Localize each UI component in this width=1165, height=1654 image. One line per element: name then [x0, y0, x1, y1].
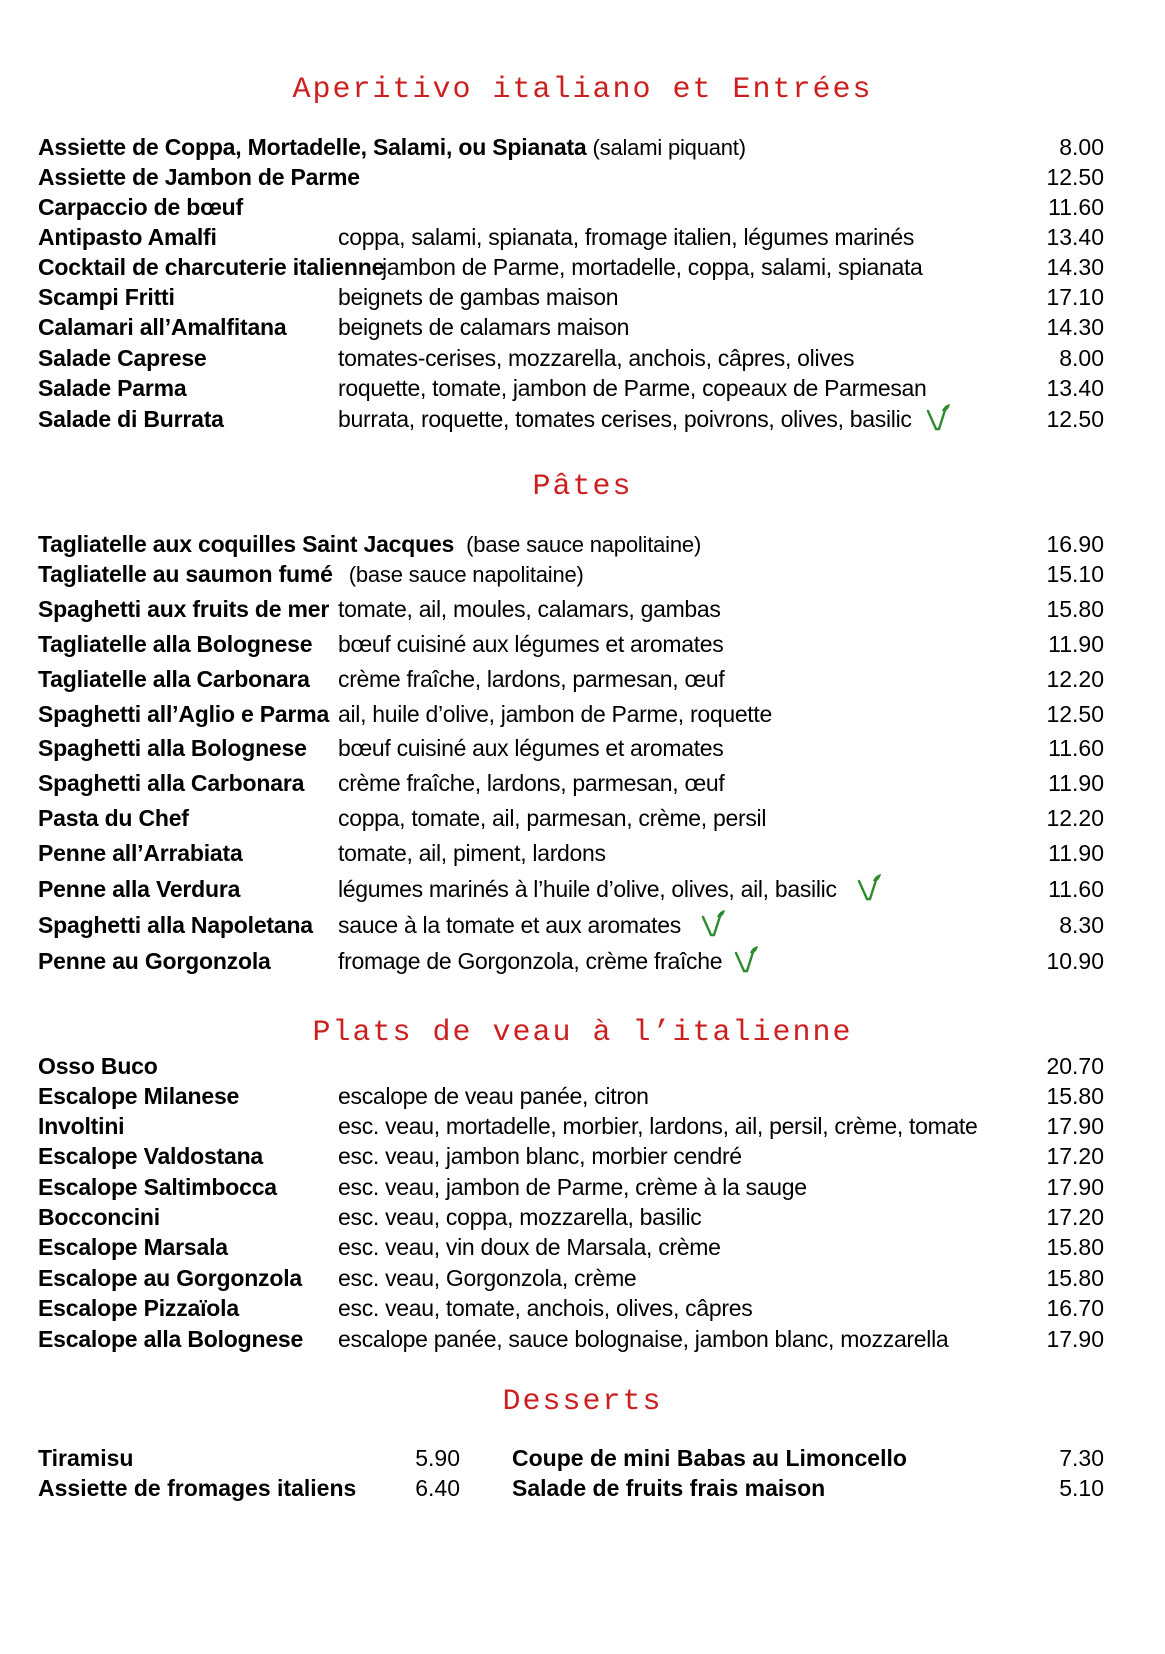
item-name: Escalope au Gorgonzola: [38, 1265, 302, 1291]
menu-item: [38, 192, 1104, 222]
item-name: Coupe de mini Babas au Limoncello: [512, 1445, 907, 1471]
item-price: 11.90: [1048, 770, 1104, 796]
item-name: Spaghetti all’Aglio e Parma: [38, 701, 330, 727]
item-name: Spaghetti aux fruits de mer: [38, 596, 330, 622]
menu-item: [38, 768, 1104, 798]
item-price: 7.30: [1059, 1445, 1104, 1471]
dessert-item: [38, 1473, 460, 1503]
item-price: 20.70: [1046, 1053, 1104, 1079]
item-price: 16.70: [1046, 1295, 1104, 1321]
item-price: 13.40: [1046, 224, 1104, 250]
menu-item: [38, 252, 1104, 282]
item-description: bœuf cuisiné aux légumes et aromates: [338, 735, 724, 761]
item-description: beignets de calamars maison: [338, 314, 630, 340]
item-name: Escalope Pizzaïola: [38, 1295, 239, 1321]
item-name: Tiramisu: [38, 1445, 134, 1471]
item-note: (base sauce napolitaine): [466, 532, 702, 557]
item-price: 11.60: [1048, 194, 1104, 220]
item-price: 8.30: [1059, 912, 1104, 938]
item-name: Escalope Valdostana: [38, 1143, 264, 1169]
item-price: 11.90: [1048, 840, 1104, 866]
item-name: Escalope Saltimbocca: [38, 1174, 277, 1200]
item-name: Salade di Burrata: [38, 406, 224, 432]
menu-item: [38, 1324, 1104, 1354]
menu-item: [38, 312, 1104, 342]
menu-item: [38, 594, 1104, 624]
item-name: Spaghetti alla Napoletana: [38, 912, 313, 938]
item-name: Penne all’Arrabiata: [38, 840, 243, 866]
section-title-veau: Plats de veau à l’italienne: [312, 1016, 853, 1050]
item-name: Carpaccio de bœuf: [38, 194, 243, 220]
item-price: 17.10: [1046, 284, 1104, 310]
section-title-pates: Pâtes: [532, 470, 633, 504]
item-price: 17.20: [1046, 1143, 1104, 1169]
item-description: tomates-cerises, mozzarella, anchois, câpres, olives: [338, 345, 855, 371]
item-price: 15.10: [1046, 561, 1104, 587]
item-name: Assiette de Coppa, Mortadelle, Salami, ou Spianata: [38, 134, 587, 160]
dessert-item: [38, 1443, 460, 1473]
menu-item: [38, 1051, 1104, 1081]
item-name: Spaghetti alla Carbonara: [38, 770, 305, 796]
leaf-v-icon: [701, 909, 725, 937]
menu-item: [38, 946, 1104, 976]
item-price: 16.90: [1046, 531, 1104, 557]
menu-item: [38, 1293, 1104, 1323]
item-price: 12.50: [1046, 406, 1104, 432]
item-name: Tagliatelle alla Bolognese: [38, 631, 313, 657]
item-name: Scampi Fritti: [38, 284, 175, 310]
menu-item: [38, 529, 1104, 559]
menu-item: [38, 373, 1104, 403]
item-name: Antipasto Amalfi: [38, 224, 217, 250]
menu-item: [38, 1263, 1104, 1293]
item-name: Penne au Gorgonzola: [38, 948, 271, 974]
item-price: 17.90: [1046, 1326, 1104, 1352]
item-description: escalope de veau panée, citron: [338, 1083, 649, 1109]
item-description: esc. veau, coppa, mozzarella, basilic: [338, 1204, 702, 1230]
item-description: fromage de Gorgonzola, crème fraîche: [338, 948, 723, 974]
item-description: esc. veau, mortadelle, morbier, lardons, ail, persil, crème, tomate: [338, 1113, 978, 1139]
leaf-v-icon: [926, 403, 950, 431]
menu-item: [38, 1172, 1104, 1202]
item-description: coppa, tomate, ail, parmesan, crème, persil: [338, 805, 767, 831]
item-price: 15.80: [1046, 1234, 1104, 1260]
item-price: 12.50: [1046, 164, 1104, 190]
menu-item: [38, 222, 1104, 252]
item-name: Involtini: [38, 1113, 125, 1139]
item-description: esc. veau, jambon blanc, morbier cendré: [338, 1143, 742, 1169]
menu-item: [38, 162, 1104, 192]
item-price: 13.40: [1046, 375, 1104, 401]
item-description: escalope panée, sauce bolognaise, jambon blanc, mozzarella: [338, 1326, 949, 1352]
item-note: (base sauce napolitaine): [348, 562, 584, 587]
menu-item: [38, 1141, 1104, 1171]
item-price: 11.90: [1048, 631, 1104, 657]
item-price: 8.00: [1059, 134, 1104, 160]
menu-item: [38, 803, 1104, 833]
menu-item: [38, 838, 1104, 868]
menu-item: [38, 132, 1104, 162]
item-name: Bocconcini: [38, 1204, 160, 1230]
item-price: 17.90: [1046, 1113, 1104, 1139]
menu-item: [38, 404, 1104, 434]
item-name: Escalope alla Bolognese: [38, 1326, 304, 1352]
item-price: 14.30: [1046, 314, 1104, 340]
item-description: jambon de Parme, mortadelle, coppa, salami, spianata: [382, 254, 923, 280]
menu-item: [38, 874, 1104, 904]
item-description: esc. veau, tomate, anchois, olives, câpres: [338, 1295, 753, 1321]
item-description: légumes marinés à l’huile d’olive, olives, ail, basilic: [338, 876, 837, 902]
item-name: Escalope Milanese: [38, 1083, 240, 1109]
item-name: Salade Caprese: [38, 345, 207, 371]
dessert-item: [512, 1473, 1104, 1503]
item-name: Spaghetti alla Bolognese: [38, 735, 307, 761]
item-description: crème fraîche, lardons, parmesan, œuf: [338, 666, 725, 692]
menu-item: [38, 1232, 1104, 1262]
dessert-item: [512, 1443, 1104, 1473]
item-price: 15.80: [1046, 596, 1104, 622]
menu-item: [38, 1202, 1104, 1232]
item-price: 10.90: [1046, 948, 1104, 974]
menu-item: [38, 664, 1104, 694]
item-price: 15.80: [1046, 1083, 1104, 1109]
item-name: Salade de fruits frais maison: [512, 1475, 826, 1501]
item-name: Tagliatelle alla Carbonara: [38, 666, 310, 692]
item-price: 12.20: [1046, 805, 1104, 831]
item-description: crème fraîche, lardons, parmesan, œuf: [338, 770, 725, 796]
item-price: 8.00: [1059, 345, 1104, 371]
item-description: burrata, roquette, tomates cerises, poivrons, olives, basilic: [338, 406, 912, 432]
leaf-v-icon: [734, 945, 758, 973]
menu-item: [38, 910, 1104, 940]
item-name: Tagliatelle au saumon fumé: [38, 561, 333, 587]
item-name: Assiette de Jambon de Parme: [38, 164, 360, 190]
item-description: ail, huile d’olive, jambon de Parme, roquette: [338, 701, 772, 727]
item-name: Cocktail de charcuterie italienne: [38, 254, 385, 280]
menu-item: [38, 1111, 1104, 1141]
item-price: 17.20: [1046, 1204, 1104, 1230]
item-price: 15.80: [1046, 1265, 1104, 1291]
item-note: (salami piquant): [592, 135, 746, 160]
leaf-v-icon: [857, 873, 881, 901]
item-name: Pasta du Chef: [38, 805, 189, 831]
item-name: Escalope Marsala: [38, 1234, 228, 1260]
menu-item: [38, 733, 1104, 763]
section-title-aperitivo: Aperitivo italiano et Entrées: [292, 73, 873, 107]
item-price: 12.50: [1046, 701, 1104, 727]
menu-item: [38, 629, 1104, 659]
item-description: sauce à la tomate et aux aromates: [338, 912, 681, 938]
item-name: Calamari all’Amalfitana: [38, 314, 287, 340]
menu-item: [38, 559, 1104, 589]
item-description: roquette, tomate, jambon de Parme, copeaux de Parmesan: [338, 375, 927, 401]
item-price: 6.40: [415, 1475, 460, 1501]
menu-item: [38, 282, 1104, 312]
item-name: Penne alla Verdura: [38, 876, 241, 902]
item-description: bœuf cuisiné aux légumes et aromates: [338, 631, 724, 657]
item-price: 11.60: [1048, 876, 1104, 902]
menu-item: [38, 699, 1104, 729]
item-price: 12.20: [1046, 666, 1104, 692]
item-price: 14.30: [1046, 254, 1104, 280]
item-description: tomate, ail, moules, calamars, gambas: [338, 596, 721, 622]
item-description: esc. veau, jambon de Parme, crème à la sauge: [338, 1174, 807, 1200]
item-name: Salade Parma: [38, 375, 187, 401]
item-price: 17.90: [1046, 1174, 1104, 1200]
item-price: 5.90: [415, 1445, 460, 1471]
item-description: coppa, salami, spianata, fromage italien, légumes marinés: [338, 224, 915, 250]
item-name: Assiette de fromages italiens: [38, 1475, 357, 1501]
item-price: 5.10: [1059, 1475, 1104, 1501]
item-description: beignets de gambas maison: [338, 284, 619, 310]
item-name: Osso Buco: [38, 1053, 158, 1079]
menu-item: [38, 343, 1104, 373]
menu-item: [38, 1081, 1104, 1111]
item-price: 11.60: [1048, 735, 1104, 761]
item-description: esc. veau, Gorgonzola, crème: [338, 1265, 637, 1291]
item-description: tomate, ail, piment, lardons: [338, 840, 606, 866]
section-title-desserts: Desserts: [502, 1385, 663, 1419]
item-name: Tagliatelle aux coquilles Saint Jacques: [38, 531, 455, 557]
item-description: esc. veau, vin doux de Marsala, crème: [338, 1234, 721, 1260]
